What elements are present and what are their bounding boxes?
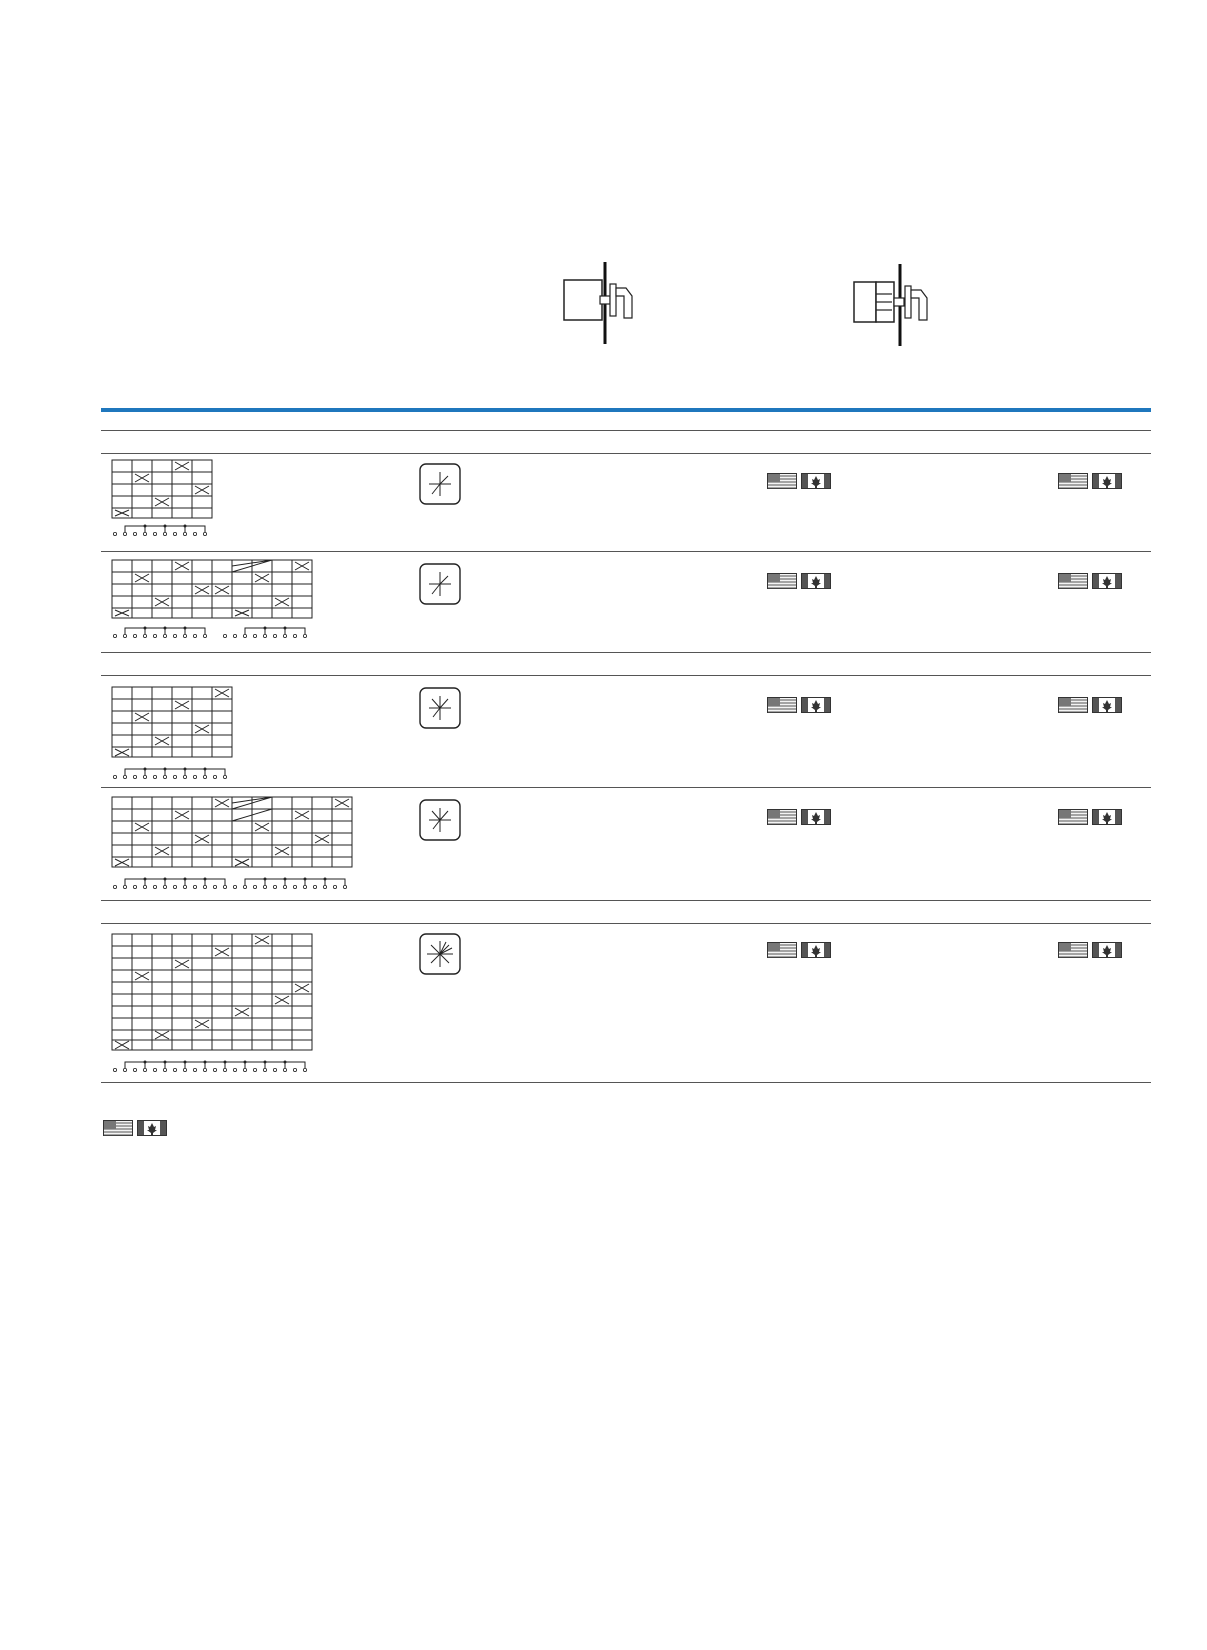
switch-diagram-4-position-icon [110,458,220,538]
section-rule-1 [101,453,1151,454]
us-canada-certification-icon [767,942,831,959]
us-canada-certification-icon [767,473,831,490]
section-rule-2b [101,675,1151,676]
table-top-accent-rule [101,408,1151,412]
single-hole-mount-icon [560,260,640,346]
us-canada-certification-icon [767,697,831,714]
us-canada-certification-icon [1058,473,1122,490]
rotary-symbol-4-position-icon [418,462,462,506]
rotary-symbol-4-position-icon [418,562,462,606]
us-canada-certification-icon [1058,809,1122,826]
table-bottom-rule [101,1082,1151,1083]
row-rule-1 [101,551,1151,552]
switch-diagram-6-position-2-deck-icon [110,795,360,891]
section-rule-3b [101,923,1151,924]
rotary-symbol-6-position-icon [418,686,462,730]
us-canada-certification-icon [1058,697,1122,714]
switch-diagram-4-position-2-deck-icon [110,558,320,640]
us-canada-certification-icon [767,809,831,826]
section-rule-2 [101,652,1151,653]
base-mount-icon [850,262,940,348]
us-canada-certification-icon [1058,573,1122,590]
row-rule-3 [101,787,1151,788]
switch-diagram-6-position-icon [110,685,240,779]
table-header-rule [101,430,1151,431]
legend-us-canada-certification-icon [103,1120,167,1137]
switch-diagram-10-position-icon [110,932,320,1072]
us-canada-certification-icon [767,573,831,590]
rotary-symbol-12-position-icon [418,932,462,976]
section-rule-3 [101,900,1151,901]
rotary-symbol-6-position-icon [418,798,462,842]
us-canada-certification-icon [1058,942,1122,959]
